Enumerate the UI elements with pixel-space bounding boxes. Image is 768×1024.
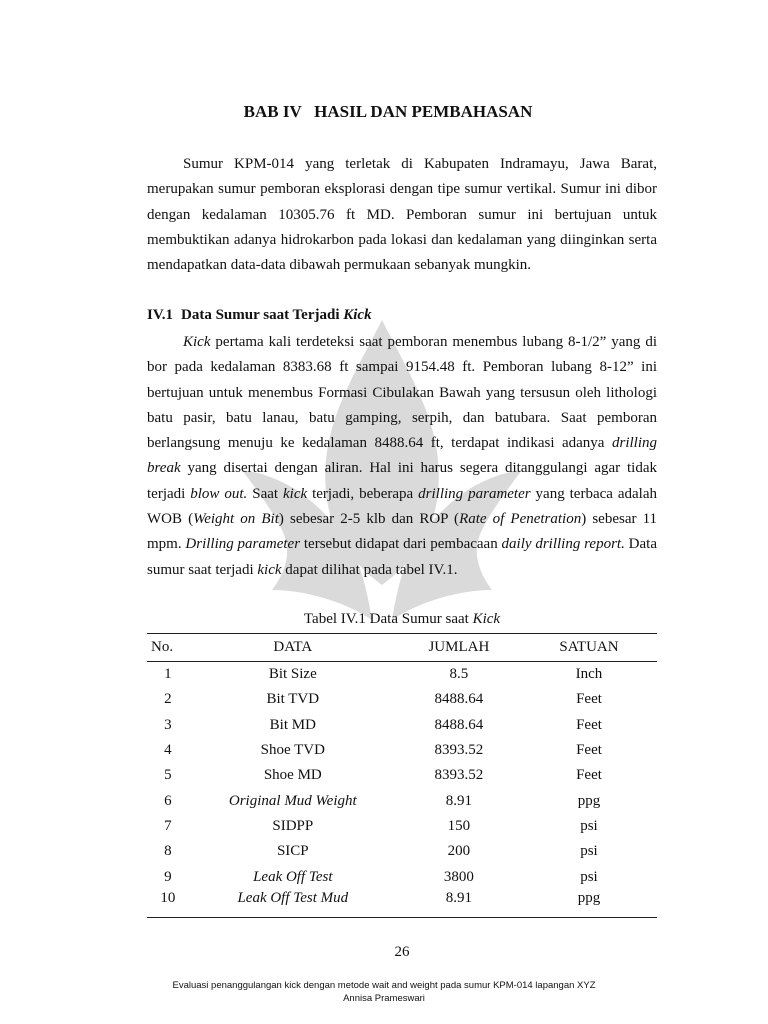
table-caption xyxy=(147,611,657,628)
cell-data: Shoe MD xyxy=(263,767,322,784)
cell-data: Original Mud Weight xyxy=(228,792,357,809)
cell-satuan: psi xyxy=(580,868,598,885)
cell-data: SICP xyxy=(276,843,309,860)
italic-term: Rate of Penetration xyxy=(459,511,582,528)
table-row xyxy=(147,687,657,712)
cell-data: Bit Size xyxy=(268,666,317,683)
cell-satuan: Feet xyxy=(576,767,602,784)
paragraph-text: terjadi, beberapa xyxy=(307,485,419,502)
column-header-jumlah: JUMLAH xyxy=(397,634,521,662)
table-row xyxy=(147,864,657,889)
paragraph-text: yang terbaca adalah WOB ( xyxy=(147,485,657,528)
section-number: IV.1 xyxy=(147,307,173,323)
page-footer xyxy=(0,979,768,1005)
cell-data: Shoe TVD xyxy=(260,742,325,759)
cell-satuan: ppg xyxy=(577,792,601,809)
italic-term: Weight on Bit xyxy=(193,511,279,528)
cell-no: 3 xyxy=(164,716,172,733)
cell-data: Bit TVD xyxy=(266,691,320,708)
cell-satuan: Feet xyxy=(576,691,602,708)
paragraph-text: ) sebesar 11 mpm. xyxy=(147,511,658,553)
section-title-italic: Kick xyxy=(343,307,372,323)
cell-satuan: Feet xyxy=(576,716,602,733)
cell-no: 6 xyxy=(164,792,172,809)
cell-jumlah: 8393.52 xyxy=(434,767,484,784)
italic-term: daily drilling report. xyxy=(501,536,625,553)
column-header-no: No. xyxy=(147,634,189,662)
paragraph-text: pertama kali terdeteksi saat pemboran menembus lubang 8-1/2” yang di bor pada kedalaman 8383.68 ft sampai 9154.48 ft. Pemboran lubang 8-12” ini bertujuan untuk menembus Formasi Cibulakan Bawah yang tersusun oleh lithologi batu pasir, batu lanau, batu gamping, serpih, dan batubara. Saat pemboran berlangsung menuju ke kedalaman 8488.64 ft, terdapat indikasi adanya xyxy=(147,334,657,452)
section-title: Data Sumur saat Terjadi xyxy=(181,307,340,323)
cell-no: 10 xyxy=(147,890,189,918)
cell-jumlah: 8.91 xyxy=(397,890,521,918)
italic-term: kick xyxy=(257,561,282,578)
cell-satuan: Feet xyxy=(576,742,602,759)
italic-term: blow out. xyxy=(190,485,248,502)
table-row xyxy=(147,814,657,839)
cell-satuan: Inch xyxy=(575,666,603,683)
cell-jumlah: 8.91 xyxy=(445,792,472,809)
cell-data: Leak Off Test Mud xyxy=(189,890,397,918)
table-row xyxy=(147,713,657,738)
cell-no: 1 xyxy=(164,666,172,683)
paragraph-text: Data sumur saat terjadi xyxy=(147,536,657,578)
column-header-satuan: SATUAN xyxy=(521,634,657,662)
table-caption-italic: Kick xyxy=(472,611,501,627)
cell-data: SIDPP xyxy=(272,817,314,834)
table-row xyxy=(147,738,657,763)
cell-jumlah: 8393.52 xyxy=(434,742,484,759)
footer-author: Annisa Prameswari xyxy=(343,993,425,1004)
italic-term: Drilling parameter xyxy=(185,536,301,553)
italic-term: Kick xyxy=(183,334,211,350)
paragraph-text: ) sebesar 2-5 klb dan ROP ( xyxy=(278,511,460,528)
cell-jumlah: 8.5 xyxy=(449,666,469,683)
cell-jumlah: 3800 xyxy=(443,868,474,885)
cell-jumlah: 8488.64 xyxy=(434,716,484,733)
italic-term: kick xyxy=(283,485,308,502)
cell-satuan: psi xyxy=(580,843,598,860)
italic-term: drilling break xyxy=(147,435,657,477)
footer-title: Evaluasi penanggulangan kick dengan metode wait and weight pada sumur KPM-014 lapangan XYZ xyxy=(172,980,596,991)
table-row xyxy=(147,662,657,688)
table-row xyxy=(147,763,657,788)
cell-no: 9 xyxy=(164,868,172,885)
table-body xyxy=(147,662,657,918)
table-caption-text: Tabel IV.1 Data Sumur saat xyxy=(303,611,469,627)
table-row xyxy=(147,788,657,813)
cell-data: Leak Off Test xyxy=(253,868,333,885)
cell-jumlah: 200 xyxy=(447,843,471,860)
paragraph-text: yang disertai dengan aliran. Hal ini harus segera ditanggulangi agar tidak terjadi xyxy=(147,460,657,502)
table-header-row xyxy=(147,634,657,662)
kick-description-paragraph xyxy=(147,330,657,583)
cell-no: 7 xyxy=(164,817,172,834)
cell-no: 4 xyxy=(164,742,172,759)
intro-paragraph: Sumur KPM-014 yang terletak di Kabupaten Indramayu, Jawa Barat, merupakan sumur pemboran eksplorasi dengan tipe sumur vertikal. Sumur ini dibor dengan kedalaman 10305.76 ft MD. Pemboran sumur ini bertujuan untuk membuktikan adanya hidrokarbon pada lokasi dan kedalaman yang diinginkan serta mendapatkan data-data dibawah permukaan sebanyak mungkin. xyxy=(147,156,657,274)
cell-no: 2 xyxy=(164,691,172,708)
well-data-table xyxy=(147,633,657,918)
paragraph-text: tersebut didapat dari pembacaan xyxy=(300,536,502,553)
paragraph-text: Saat xyxy=(247,485,283,502)
cell-jumlah: 8488.64 xyxy=(434,691,484,708)
column-header-data: DATA xyxy=(189,634,397,662)
cell-no: 5 xyxy=(164,767,172,784)
cell-jumlah: 150 xyxy=(447,817,471,834)
cell-no: 8 xyxy=(164,843,172,860)
cell-data: Bit MD xyxy=(269,716,316,733)
cell-satuan: psi xyxy=(580,817,598,834)
page-number: 26 xyxy=(394,944,410,960)
section-heading xyxy=(147,307,372,324)
table-row xyxy=(147,839,657,864)
chapter-title: BAB IV HASIL DAN PEMBAHASAN xyxy=(243,102,533,121)
paragraph-text: dapat dilihat pada tabel IV.1. xyxy=(281,561,458,578)
cell-satuan: ppg xyxy=(521,890,657,918)
italic-term: drilling parameter xyxy=(418,485,531,502)
table-row xyxy=(147,890,657,918)
